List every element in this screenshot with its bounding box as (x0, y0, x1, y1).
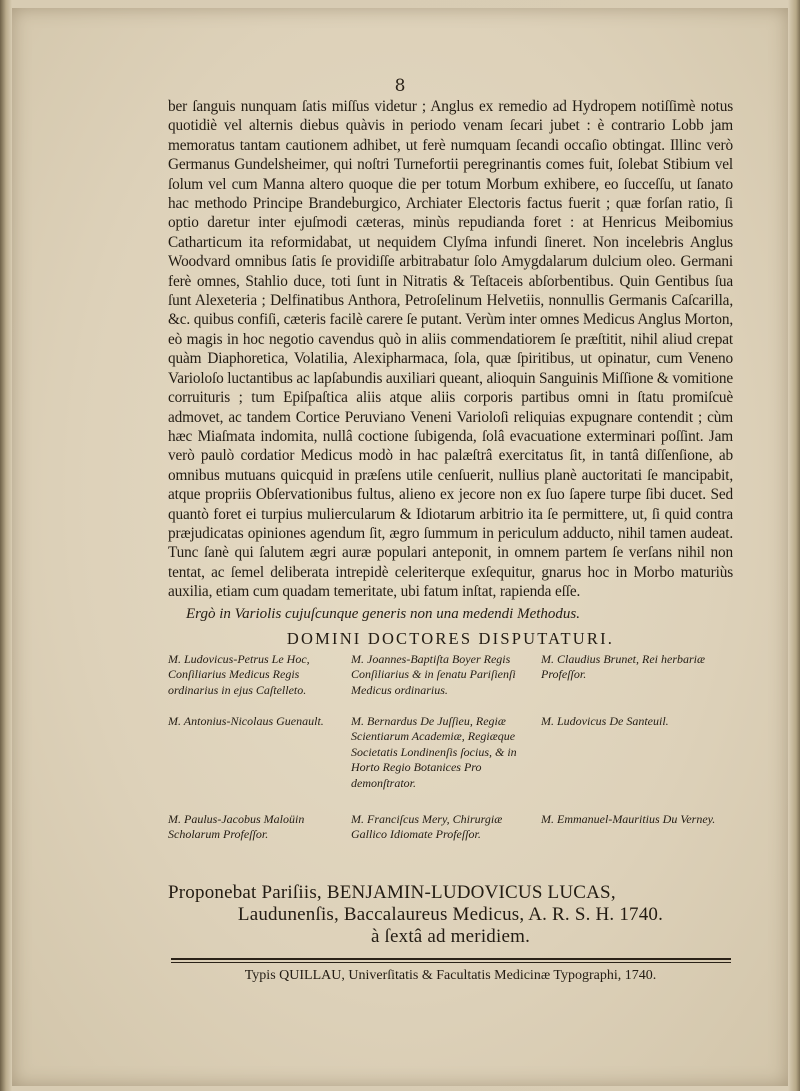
doctor-entry: M. Emmanuel-Mauritius Du Verney. (541, 811, 716, 826)
doctores-heading: DOMINI DOCTORES DISPUTATURI. (286, 628, 615, 648)
divider-rule (171, 958, 731, 963)
imprint (168, 882, 733, 948)
doctor-entry: M. Bernardus De Juſſieu, Regiæ Scientiarum Academiæ, Regiæque Societatis Londinenſis ſocius, & in Horto Regio Botanices Pro demonſtrator. (351, 713, 517, 790)
printer-line: Typis QUILLAU, Univerſitatis & Facultatis Medicinæ Typographi, 1740. (244, 967, 657, 983)
doctor-entry: M. Joannes-Baptiſta Boyer Regis Conſiliarius & in ſenatu Pariſienſi Medicus ordinarius. (351, 651, 516, 697)
imprint-line-2: Laudunenſis, Baccalaureus Medicus, A. R. S. H. 1740. (237, 903, 664, 925)
doctors-list (168, 652, 733, 868)
doctor-entry: M. Paulus-Jacobus Maloüin Scholarum Profeſſor. (168, 811, 305, 842)
page-number: 8 (394, 76, 406, 96)
page-content (168, 97, 733, 985)
body-paragraph: ber ſanguis nunquam ſatis miſſus videtur ; Anglus ex remedio ad Hydropem notiſſimè notus quotidiè vel alternis diebus quàvis in periodo venam ſecari jubet : è contrario Lobb jam memoratus tantam cautionem adhibet, ut ferè numquam ſecandi occaſio obtingat. Illinc verò Germanus Gundelsheimer, qui noſtri Turnefortii peregrinantis comes fuit, ſolebat Stibium vel ſolum vel cum Manna altero quoque die per totum Morbum exhibere, eo ſucceſſu, ut ſanato hac methodo Principe Brandeburgico, Archiater Electoris factus fuerit ; quæ forſan ratio, ſi optio daretur inter ejuſmodi cæteras, minùs repudianda foret : at Henricus Meibomius Catharticum ita reformidabat, ut nequidem Clyſma infundi ſineret. Non incelebris Anglus Woodvard omnibus ſatis ſe providiſſe arbitrabatur ſolo Amygdalarum dulcium oleo. Germani ferè omnes, Stahlio duce, toti ſunt in Nitratis & Teſtaceis abſorbentibus. Quin Gentibus ſua ſunt Alexeteria ; Delfinatibus Anthora, Petroſelinum Helvetiis, nonnullis Germanis Caſcarilla, &c. quibus confiſi, cæteris facilè carere ſe putant. Verùm inter omnes Medicus Anglus Morton, eò magis in hoc negotio cavendus quò in aliis commendatiorem ſe præſtitit, nihil aliud crepat quàm Diaphoretica, Volatilia, Alexipharmaca, ſola, quæ ſpiritibus, ut opinatur, cum Veneno Varioloſo luctantibus ac lapſabundis auxiliari queant, alioquin Sanguinis Miſſione & vomitione corruituris ; tum Epiſpaſtica aliis atque aliis corporis partibus omni in ſtatu promiſcuè admovet, ac tandem Cortice Peruviano Veneni Varioloſi reliquias expugnare contendit ; cùm hæc Miaſmata indomita, nullâ coctione ſubigenda, ſolâ evacuatione exterminari poſſint. Jam verò paulò cordatior Medicus modò in hac palæſtrâ exercitatus ſit, in tantâ diſſenſione, ab omnibus mutuans quicquid in præſens utile cenſuerit, nullius planè auctoritati ſe mancipabit, atque propriis Obſervationibus fultus, alieno ex jecore non ex ſuo ſapere turpe ſibi ducet. Sed quantò foret ei turpius muliercularum & Idiotarum arbitrio ita ſe permittere, ut, ſi quid contra præjudicatas opiniones agendum ſit, ægro ſummum in periculum adducto, nihil tamen audeat. Tunc ſanè qui ſalutem ægri auræ populari anteponit, in omnem partem ſe verſans nihil non tentat, ac ſemel deliberata intrepidè celeriterque exſequitur, gnarus hoc in Morbo maturiùs auxilia, etiam cum quadam temeritate, ubi fatum inſtat, rapienda eſſe. (168, 98, 733, 601)
doctor-entry: M. Ludovicus De Santeuil. (541, 713, 669, 728)
doctor-entry: M. Franciſcus Mery, Chirurgiæ Gallico Idiomate Profeſſor. (351, 811, 503, 842)
conclusion-line: Ergò in Variolis cujuſcunque generis non una medendi Methodus. (186, 605, 580, 622)
imprint-line-1: Proponebat Pariſiis, BENJAMIN-LUDOVICUS LUCAS, (168, 881, 616, 903)
imprint-line-3: à ſextâ ad meridiem. (370, 925, 531, 947)
doctor-entry: M. Antonius-Nicolaus Guenault. (168, 713, 324, 728)
doctor-entry: M. Ludovicus-Petrus Le Hoc, Conſiliarius Medicus Regis ordinarius in ejus Caſtelleto. (168, 651, 310, 697)
doctor-entry: M. Claudius Brunet, Rei herbariæ Profeſſor. (541, 651, 705, 682)
